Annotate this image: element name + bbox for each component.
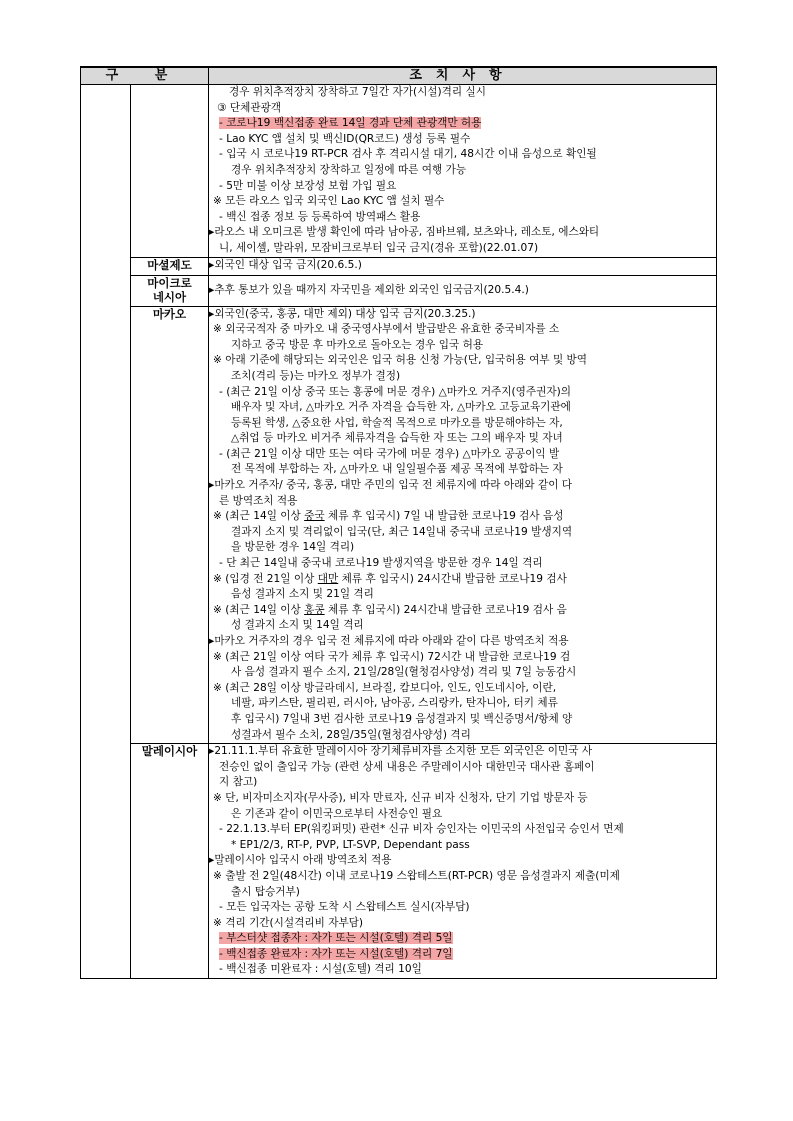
country-cell-laos	[131, 85, 209, 258]
measures-cell-laos	[209, 85, 717, 258]
header-category: 구 분	[81, 67, 209, 85]
country-cell-marshall: 마셜제도	[131, 257, 209, 275]
list-item: 경우 위치추적장치 장착하고 7일간 자가(시설)격리 실시	[229, 86, 486, 98]
list-item: ※ 출발 전 2일(48시간) 이내 코로나19 스왑테스트(RT-PCR) 영문 음성결과지 제출(미제	[213, 869, 620, 882]
list-item: ※ (최근 28일 이상 방글라데시, 브라질, 캄보디아, 인도, 인도네시아, 이란,	[213, 681, 557, 694]
list-item-text: 체류 후 입국시) 24시간내 발급한 코로나19 검사	[338, 572, 567, 585]
underlined-region: 홍콩	[304, 603, 325, 616]
list-item: 성결과서 필수 소치, 28일/35일(혈청검사양성) 격리	[231, 728, 471, 741]
header-measures: 조치사항	[209, 67, 717, 85]
list-item: ※ 모든 라오스 입국 외국인 Lao KYC 앱 설치 필수	[213, 195, 445, 208]
highlighted-text: - 백신접종 완료자 : 자가 또는 시설(호텔) 격리 7일	[219, 947, 453, 960]
list-item	[209, 572, 716, 588]
list-item: - 단 최근 14일내 중국내 코로나19 발생지역을 방문한 경우 14일 격리	[219, 557, 543, 570]
measures-cell-malaysia	[209, 744, 717, 979]
list-item-text: 체류 후 입국시) 7일 내 발급한 코로나19 검사 음성	[324, 510, 564, 523]
measures-cell-micronesia	[209, 275, 717, 306]
list-item: ▸외국인 대상 입국 금지(20.6.5.)	[209, 259, 362, 272]
list-item: 경우 위치추적장치 장착하고 일정에 따른 여행 가능	[231, 163, 467, 176]
list-item: 지하고 중국 방문 후 마카오로 돌아오는 경우 입국 허용	[231, 338, 484, 351]
list-item-text: ※ (입경 전 21일 이상	[213, 572, 318, 585]
list-item: ▸말레이시아 입국시 아래 방역조치 적용	[209, 854, 392, 867]
list-item: ※ 단, 비자미소지자(무사증), 비자 만료자, 신규 비자 신청자, 단기 기업 방문자 등	[213, 791, 588, 804]
list-item: * EP1/2/3, RT-P, PVP, LT-SVP, Dependant pass	[231, 838, 470, 851]
underlined-region: 중국	[304, 510, 325, 523]
list-item: △취업 등 마카오 비거주 체류자격을 습득한 자 또는 그의 배우자 및 자녀	[231, 432, 563, 445]
list-item: 른 방역조치 적용	[219, 494, 298, 507]
table-row-laos	[81, 85, 717, 258]
list-item: 네팔, 파키스탄, 필리핀, 러시아, 남아공, 스리랑카, 탄자니아, 터키 체류	[231, 697, 558, 710]
list-item: - 백신접종 미완료자 : 시설(호텔) 격리 10일	[219, 963, 422, 976]
list-item	[209, 931, 716, 947]
table-row-malaysia	[81, 744, 717, 979]
list-item: 후 입국시) 7일내 3번 검사한 코로나19 음성결과지 및 백신증명서/항체 양	[231, 712, 573, 725]
list-item: 음성 결과지 소지 및 21일 격리	[231, 588, 374, 601]
measures-cell-macau	[209, 306, 717, 744]
table-row-micronesia	[81, 275, 717, 306]
list-item: 조치(격리 등)는 마카오 정부가 결정)	[231, 369, 401, 382]
list-item-text: 체류 후 입국시) 24시간내 발급한 코로나19 검사 음	[324, 603, 567, 616]
list-item: - Lao KYC 앱 설치 및 백신ID(QR코드) 생성 등록 필수	[219, 132, 471, 145]
list-item: ▸라오스 내 오미크론 발생 확인에 따라 남아공, 짐바브웨, 보츠와나, 레소토, 에스와티	[209, 226, 600, 239]
list-item: 전 목적에 부합하는 자, △마카오 내 일일필수품 제공 목적에 부합하는 자	[231, 463, 563, 476]
list-item: - 입국 시 코로나19 RT-PCR 검사 후 격리시설 대기, 48시간 이내 음성으로 확인될	[219, 148, 597, 161]
country-name-line: 마이크로	[147, 275, 192, 290]
list-item: - (최근 21일 이상 중국 또는 홍콩에 머문 경우) △마카오 거주지(영주권자)의	[219, 385, 571, 398]
list-item	[209, 603, 716, 619]
list-item: ※ 격리 기간(시설격리비 자부담)	[213, 916, 364, 929]
table-row-marshall	[81, 257, 717, 275]
list-item: ▸외국인(중국, 홍콩, 대만 제외) 대상 입국 금지(20.3.25.)	[209, 307, 476, 320]
list-item: ※ 외국국적자 중 마카오 내 중국영사부에서 발급받은 유효한 중국비자를 소	[213, 323, 560, 336]
underlined-region: 대만	[317, 572, 339, 585]
list-item: 지 참고)	[219, 776, 258, 789]
list-item: 배우자 및 자녀, △마카오 거주 자격을 습득한 자, △마카오 고등교육기관에	[231, 401, 571, 414]
list-item	[209, 947, 716, 963]
list-item: - 5만 미불 이상 보장성 보험 가입 필요	[219, 179, 397, 192]
country-cell-malaysia: 말레이시아	[131, 744, 209, 979]
list-item-text: ※ (최근 14일 이상	[213, 510, 305, 523]
country-cell-macau: 마카오	[131, 306, 209, 744]
table-header-row	[81, 67, 717, 85]
list-item: 니, 세이셸, 말라위, 모잠비크로부터 입국 금지(경유 포함)(22.01.07)	[219, 241, 539, 254]
list-item: 결과지 소지 및 격리없이 입국(단, 최근 14일내 중국내 코로나19 발생지역	[231, 525, 573, 538]
country-cell-micronesia	[131, 275, 209, 306]
list-item: - 백신 접종 정보 등 등록하여 방역패스 활용	[219, 210, 421, 223]
list-item: ▸추후 통보가 있을 때까지 자국민을 제외한 외국인 입국금지(20.5.4.)	[209, 283, 529, 296]
list-item: ③ 단체관광객	[217, 101, 282, 114]
region-cell	[81, 85, 131, 979]
list-item: 성 결과지 소지 및 14일 격리	[231, 619, 364, 632]
list-item: - 22.1.13.부터 EP(워킹퍼밋) 관련* 신규 비자 승인자는 이민국의 사전입국 승인서 면제	[219, 823, 624, 836]
list-item: 은 기존과 같이 이민국으로부터 사전승인 필요	[231, 807, 443, 820]
list-item: 등록된 학생, △중요한 사업, 학술적 목적으로 마카오를 방문해야하는 자,	[231, 416, 563, 429]
list-item: ▸마카오 거주자/ 중국, 홍콩, 대만 주민의 입국 전 체류지에 따라 아래와 같이 다	[209, 479, 573, 492]
list-item	[209, 116, 716, 132]
table-row-macau	[81, 306, 717, 744]
list-item: 전승인 없이 출입국 가능 (관련 상세 내용은 주말레이시아 대한민국 대사관 홈페이	[219, 760, 595, 773]
highlighted-text: - 코로나19 백신접종 완료 14일 경과 단체 관광객만 허용	[219, 117, 482, 130]
list-item: ※ (최근 21일 이상 여타 국가 체류 후 입국시) 72시간 내 발급한 코로나19 검	[213, 650, 571, 663]
list-item-text: ※ (최근 14일 이상	[213, 603, 305, 616]
list-item: - 모든 입국자는 공항 도착 시 스왑테스트 실시(자부담)	[219, 901, 470, 914]
measures-table	[80, 66, 717, 979]
list-item: 출시 탑승거부)	[231, 885, 300, 898]
list-item: ※ 아래 기준에 해당되는 외국인은 입국 허용 신청 가능(단, 입국허용 여부 및 방역	[213, 354, 588, 367]
country-name-line: 네시아	[152, 289, 187, 304]
list-item: ▸마카오 거주자의 경우 입국 전 체류지에 따라 아래와 같이 다른 방역조치 적용	[209, 635, 569, 647]
list-item: ▸21.11.1.부터 유효한 말레이시아 장기체류비자를 소지한 모든 외국인은 이민국 사	[209, 745, 593, 758]
list-item: - (최근 21일 이상 대만 또는 여타 국가에 머문 경우) △마카오 공공이익 발	[219, 447, 560, 460]
measures-cell-marshall	[209, 257, 717, 275]
list-item: 사 음성 결과지 필수 소지, 21일/28일(혈청검사양성) 격리 및 7일 능동감시	[231, 666, 577, 679]
list-item	[209, 509, 716, 525]
list-item: 을 방문한 경우 14일 격리)	[231, 541, 355, 554]
highlighted-text: - 부스터샷 접종자 : 자가 또는 시설(호텔) 격리 5일	[219, 932, 453, 945]
